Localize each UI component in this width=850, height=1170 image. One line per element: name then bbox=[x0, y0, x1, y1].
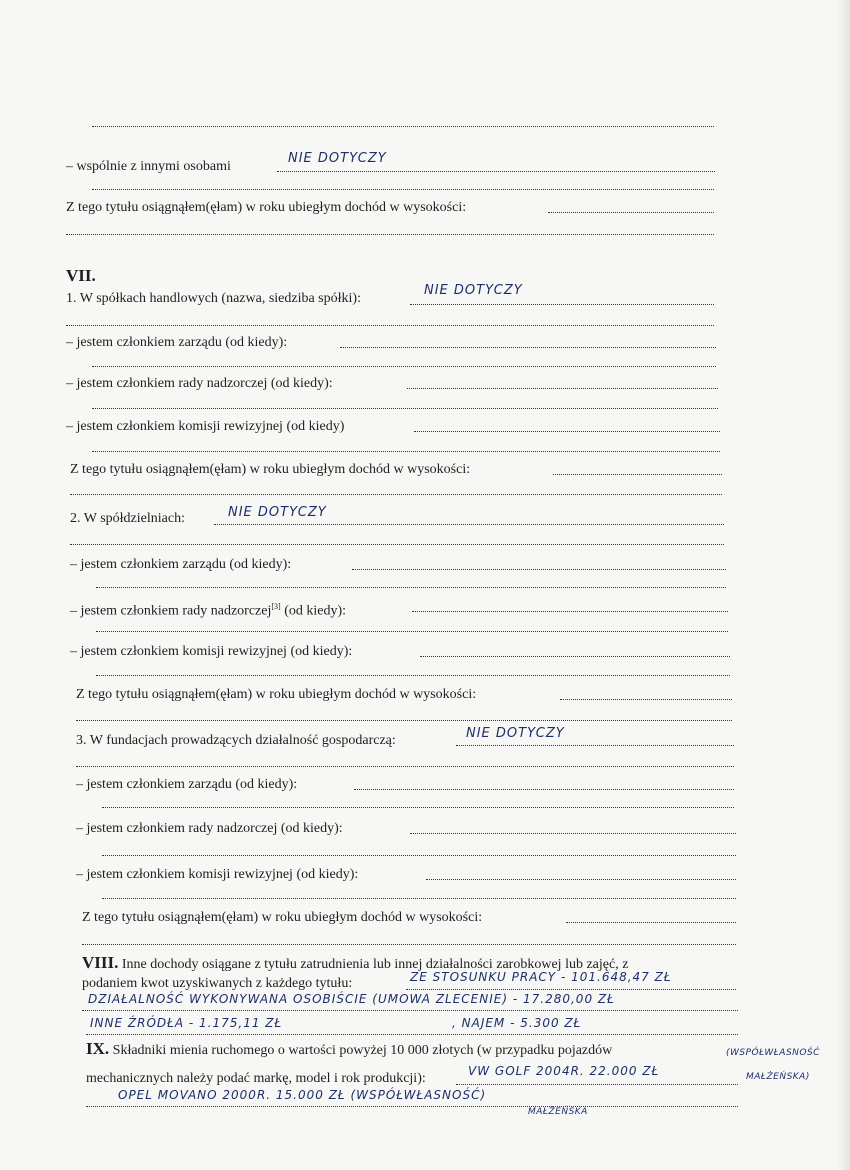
vii-1-zarzad: – jestem członkiem zarządu (od kiedy): bbox=[66, 335, 288, 350]
vii-2-rada-text-b: (od kiedy): bbox=[280, 603, 347, 619]
dotted-line bbox=[92, 366, 716, 367]
section-viii-text: Inne dochody osiągane z tytułu zatrudnienia lub innej działalności zarobkowej lub zajęć, z bbox=[121, 957, 629, 972]
vii-3-komisja: – jestem członkiem komisji rewizyjnej (od kiedy): bbox=[76, 867, 359, 882]
dotted-line bbox=[456, 745, 734, 746]
section-vii-heading: VII. bbox=[66, 266, 96, 285]
vii-3-label: 3. W fundacjach prowadzących działalność gospodarczą: bbox=[76, 733, 396, 748]
dotted-line bbox=[70, 494, 722, 495]
handwritten-answer: NIE DOTYCZY bbox=[424, 283, 523, 298]
vii-1-komisja: – jestem członkiem komisji rewizyjnej (od kiedy) bbox=[66, 419, 345, 434]
dotted-line bbox=[277, 171, 715, 172]
dotted-line bbox=[86, 1034, 738, 1035]
dotted-line bbox=[96, 587, 726, 588]
dotted-line bbox=[214, 524, 724, 525]
dotted-line bbox=[82, 1010, 738, 1011]
vii-2-rada bbox=[70, 598, 346, 621]
handwritten-note: MAŁŻEŃSKA) bbox=[746, 1072, 810, 1082]
handwritten-answer: NIE DOTYCZY bbox=[228, 505, 327, 520]
section-ix-heading: IX. bbox=[86, 1039, 110, 1058]
dotted-line bbox=[102, 898, 736, 899]
handwritten-answer: VW GOLF 2004R. 22.000 ZŁ bbox=[468, 1064, 660, 1078]
wspolnie-label: – wspólnie z innymi osobami bbox=[66, 159, 231, 174]
dotted-line bbox=[76, 720, 732, 721]
dotted-line bbox=[76, 766, 734, 767]
handwritten-note: MAŁŻEŃSKA bbox=[528, 1107, 588, 1117]
dotted-line bbox=[420, 656, 730, 657]
handwritten-answer: ZE STOSUNKU PRACY - 101.648,47 ZŁ bbox=[410, 970, 672, 984]
dotted-line bbox=[406, 989, 736, 990]
dotted-line bbox=[414, 431, 720, 432]
dotted-line bbox=[86, 1106, 738, 1107]
dotted-line bbox=[410, 833, 736, 834]
dotted-line bbox=[70, 544, 724, 545]
dotted-line bbox=[412, 611, 728, 612]
dotted-line bbox=[82, 944, 736, 945]
dotted-line bbox=[548, 212, 714, 213]
dotted-line bbox=[566, 922, 736, 923]
vii-2-zarzad: – jestem członkiem zarządu (od kiedy): bbox=[70, 557, 292, 572]
vii-3-rada: – jestem członkiem rady nadzorczej (od kiedy): bbox=[76, 821, 343, 836]
section-ix-line2: mechanicznych należy podać markę, model i rok produkcji): bbox=[86, 1071, 426, 1086]
vii-1-income: Z tego tytułu osiągnąłem(ęłam) w roku ubiegłym dochód w wysokości: bbox=[70, 462, 471, 477]
income-label: Z tego tytułu osiągnąłem(ęłam) w roku ubiegłym dochód w wysokości: bbox=[66, 200, 467, 215]
vii-1-label: 1. W spółkach handlowych (nazwa, siedziba spółki): bbox=[66, 291, 361, 306]
dotted-line bbox=[66, 234, 714, 235]
dotted-line bbox=[92, 451, 720, 452]
dotted-line bbox=[426, 879, 736, 880]
vii-2-rada-text: – jestem członkiem rady nadzorczej bbox=[70, 603, 272, 619]
handwritten-answer: DZIAŁALNOŚĆ WYKONYWANA OSOBIŚCIE (UMOWA ZLECENIE) - 17.280,00 ZŁ bbox=[88, 992, 615, 1006]
dotted-line bbox=[560, 699, 732, 700]
dotted-line bbox=[96, 631, 728, 632]
vii-3-zarzad: – jestem członkiem zarządu (od kiedy): bbox=[76, 777, 298, 792]
dotted-line bbox=[66, 325, 714, 326]
vii-2-label: 2. W spółdzielniach: bbox=[70, 511, 185, 526]
dotted-line bbox=[352, 569, 726, 570]
vii-2-komisja: – jestem członkiem komisji rewizyjnej (od kiedy): bbox=[70, 644, 353, 659]
section-ix-line1 bbox=[86, 1040, 612, 1060]
handwritten-note: (WSPÓŁWŁASNOŚĆ bbox=[726, 1048, 820, 1058]
dotted-line bbox=[96, 675, 730, 676]
scan-edge-shadow bbox=[836, 0, 850, 1170]
dotted-line bbox=[340, 347, 716, 348]
handwritten-answer: OPEL MOVANO 2000R. 15.000 ZŁ (WSPÓŁWŁASNOŚĆ) bbox=[118, 1088, 487, 1102]
section-ix-text: Składniki mienia ruchomego o wartości powyżej 10 000 złotych (w przypadku pojazdów bbox=[112, 1043, 613, 1058]
handwritten-answer: NIE DOTYCZY bbox=[288, 151, 387, 166]
section-viii-heading: VIII. bbox=[82, 953, 119, 972]
dotted-line bbox=[92, 189, 714, 190]
dotted-line bbox=[407, 388, 718, 389]
handwritten-answer: NIE DOTYCZY bbox=[466, 726, 565, 741]
vii-2-income: Z tego tytułu osiągnąłem(ęłam) w roku ubiegłym dochód w wysokości: bbox=[76, 687, 477, 702]
dotted-line bbox=[553, 474, 722, 475]
dotted-line bbox=[102, 855, 736, 856]
section-viii-line2: podaniem kwot uzyskiwanych z każdego tytułu: bbox=[82, 976, 353, 991]
handwritten-answer: INNE ŹRÓDŁA - 1.175,11 ZŁ bbox=[90, 1016, 283, 1030]
handwritten-answer: , NAJEM - 5.300 ZŁ bbox=[452, 1016, 582, 1030]
dotted-line bbox=[354, 789, 734, 790]
dotted-line bbox=[456, 1084, 738, 1085]
dotted-line bbox=[102, 807, 734, 808]
dotted-line bbox=[92, 126, 714, 127]
dotted-line bbox=[410, 304, 714, 305]
dotted-line bbox=[92, 408, 718, 409]
vii-3-income: Z tego tytułu osiągnąłem(ęłam) w roku ubiegłym dochód w wysokości: bbox=[82, 910, 483, 925]
vii-1-rada: – jestem członkiem rady nadzorczej (od kiedy): bbox=[66, 376, 333, 391]
footnote-marker: [3] bbox=[271, 602, 281, 611]
